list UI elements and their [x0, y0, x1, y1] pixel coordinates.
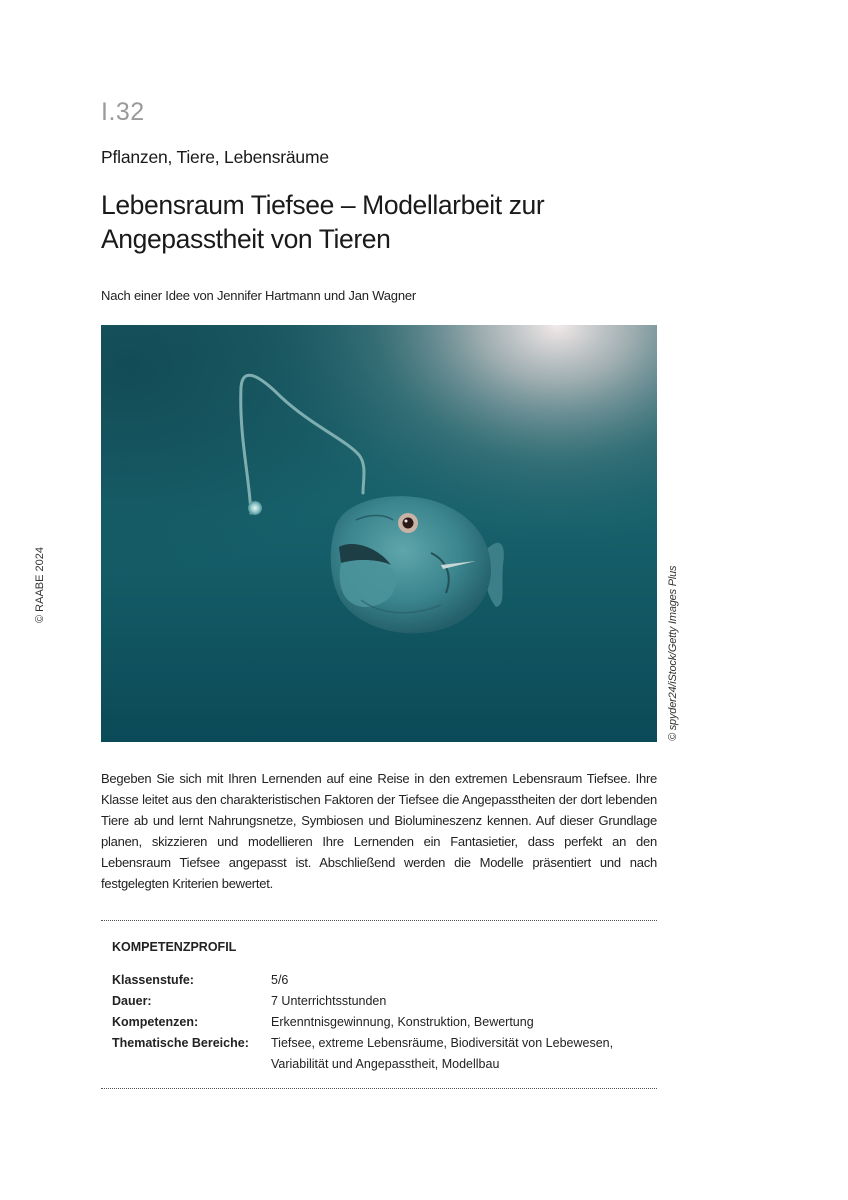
section-number: I.32	[101, 98, 145, 126]
author-credit: Nach einer Idee von Jennifer Hartmann und Jan Wagner	[101, 288, 417, 303]
profile-value-line-2: Variabilität und Angepasstheit, Modellbau	[271, 1057, 500, 1071]
profile-value: 7 Unterrichtsstunden	[271, 994, 387, 1008]
glowing-lure	[248, 501, 262, 515]
anglerfish-illustration	[101, 325, 657, 742]
profile-label: Klassenstufe:	[112, 973, 194, 987]
profile-label: Thematische Bereiche:	[112, 1036, 249, 1050]
dotted-divider-bottom	[101, 1088, 657, 1089]
profile-label: Kompetenzen:	[112, 1015, 199, 1029]
hero-image-anglerfish	[101, 325, 657, 742]
copyright-notice: © RAABE 2024	[34, 547, 46, 623]
intro-paragraph: Begeben Sie sich mit Ihren Lernenden auf eine Reise in den extremen Lebensraum Tiefsee. Ihre Klasse leitet aus den charakteristischen Faktoren der Tiefsee die Angepasstheiten der dort lebenden Tiere ab und lernt Nahrungsnetze, Symbiosen und Biolumineszenz kennen. Auf dieser Grundlage planen, skizzieren und modellieren Ihre Lernenden ein Fantasietier, dass perfekt an den Lebensraum Tiefsee angepasst ist. Abschließend werden die Modelle präsentiert und nach festgelegten Kriterien bewertet.	[101, 771, 657, 891]
profile-value	[271, 1033, 651, 1075]
page-title	[101, 188, 661, 256]
profile-value-line-1: Tiefsee, extreme Lebensräume, Biodiversität von Lebewesen,	[271, 1036, 614, 1050]
profile-row-kompetenzen	[112, 1012, 651, 1033]
profile-heading: KOMPETENZPROFIL	[112, 940, 237, 954]
image-credit: © spyder24/iStock/Getty Images Plus	[667, 565, 679, 741]
profile-label: Dauer:	[112, 994, 152, 1008]
title-line-2: Angepasstheit von Tieren	[101, 224, 391, 254]
competence-profile-table	[112, 970, 651, 1075]
title-line-1: Lebensraum Tiefsee – Modellarbeit zur	[101, 190, 545, 220]
profile-row-dauer	[112, 991, 651, 1012]
category-label: Pflanzen, Tiere, Lebensräume	[101, 147, 329, 167]
profile-row-thematische-bereiche	[112, 1033, 651, 1075]
dotted-divider-top	[101, 920, 657, 921]
profile-value: 5/6	[271, 973, 289, 987]
profile-row-klassenstufe	[112, 970, 651, 991]
profile-value: Erkenntnisgewinnung, Konstruktion, Bewertung	[271, 1015, 534, 1029]
